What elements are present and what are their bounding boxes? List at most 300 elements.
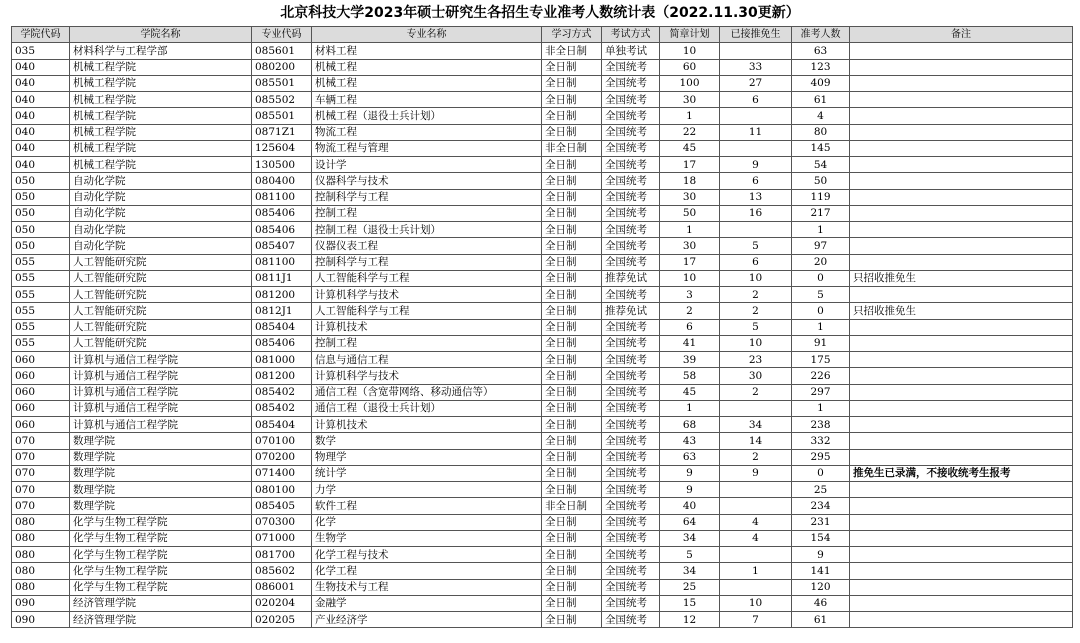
cell-college-name: 机械工程学院	[70, 124, 252, 140]
cell-accepted	[720, 547, 792, 563]
cell-admitted: 295	[792, 449, 850, 465]
col-header-study-mode: 学习方式	[542, 27, 602, 43]
cell-admitted: 1	[792, 319, 850, 335]
cell-major-code: 085406	[252, 335, 312, 351]
cell-note	[850, 368, 1073, 384]
cell-plan: 41	[660, 335, 720, 351]
cell-study-mode: 全日制	[542, 108, 602, 124]
cell-college-code: 040	[12, 92, 70, 108]
cell-accepted: 27	[720, 75, 792, 91]
cell-college-code: 055	[12, 303, 70, 319]
cell-accepted: 9	[720, 465, 792, 481]
cell-note	[850, 59, 1073, 75]
cell-major-code: 081100	[252, 254, 312, 270]
cell-note: 推免生已录满，不接收统考生报考	[850, 465, 1073, 481]
cell-college-name: 经济管理学院	[70, 595, 252, 611]
cell-college-code: 040	[12, 75, 70, 91]
cell-exam-mode: 全国统考	[602, 75, 660, 91]
cell-note	[850, 205, 1073, 221]
cell-admitted: 175	[792, 352, 850, 368]
cell-college-code: 060	[12, 417, 70, 433]
cell-major-code: 085402	[252, 384, 312, 400]
cell-major-name: 车辆工程	[312, 92, 542, 108]
cell-study-mode: 全日制	[542, 595, 602, 611]
cell-exam-mode: 全国统考	[602, 189, 660, 205]
cell-admitted: 238	[792, 417, 850, 433]
cell-major-name: 软件工程	[312, 498, 542, 514]
cell-admitted: 145	[792, 140, 850, 156]
cell-college-code: 080	[12, 547, 70, 563]
cell-major-name: 通信工程（退役士兵计划）	[312, 400, 542, 416]
cell-college-code: 070	[12, 465, 70, 481]
cell-admitted: 217	[792, 205, 850, 221]
cell-college-name: 化学与生物工程学院	[70, 547, 252, 563]
cell-exam-mode: 全国统考	[602, 530, 660, 546]
cell-accepted: 16	[720, 205, 792, 221]
cell-note	[850, 563, 1073, 579]
cell-admitted: 0	[792, 303, 850, 319]
cell-study-mode: 全日制	[542, 287, 602, 303]
cell-college-code: 050	[12, 238, 70, 254]
cell-accepted: 2	[720, 384, 792, 400]
cell-major-code: 0811J1	[252, 270, 312, 286]
cell-admitted: 54	[792, 157, 850, 173]
cell-exam-mode: 全国统考	[602, 579, 660, 595]
cell-college-code: 050	[12, 173, 70, 189]
cell-college-name: 计算机与通信工程学院	[70, 384, 252, 400]
cell-exam-mode: 全国统考	[602, 287, 660, 303]
cell-plan: 1	[660, 108, 720, 124]
cell-plan: 50	[660, 205, 720, 221]
cell-accepted: 30	[720, 368, 792, 384]
cell-exam-mode: 全国统考	[602, 612, 660, 628]
cell-college-code: 070	[12, 449, 70, 465]
cell-note	[850, 384, 1073, 400]
cell-study-mode: 全日制	[542, 482, 602, 498]
cell-major-code: 085501	[252, 75, 312, 91]
cell-accepted: 34	[720, 417, 792, 433]
table-row	[12, 352, 1073, 368]
cell-plan: 63	[660, 449, 720, 465]
cell-accepted	[720, 108, 792, 124]
cell-note	[850, 287, 1073, 303]
table-row	[12, 530, 1073, 546]
cell-exam-mode: 全国统考	[602, 205, 660, 221]
cell-major-code: 085602	[252, 563, 312, 579]
cell-plan: 39	[660, 352, 720, 368]
cell-exam-mode: 全国统考	[602, 514, 660, 530]
cell-study-mode: 全日制	[542, 173, 602, 189]
table-row	[12, 140, 1073, 156]
cell-exam-mode: 单独考试	[602, 43, 660, 59]
cell-plan: 9	[660, 482, 720, 498]
cell-college-name: 人工智能研究院	[70, 254, 252, 270]
cell-study-mode: 全日制	[542, 335, 602, 351]
cell-major-name: 机械工程（退役士兵计划）	[312, 108, 542, 124]
cell-major-name: 力学	[312, 482, 542, 498]
cell-college-code: 035	[12, 43, 70, 59]
cell-note	[850, 595, 1073, 611]
cell-note	[850, 108, 1073, 124]
cell-major-code: 070100	[252, 433, 312, 449]
cell-study-mode: 全日制	[542, 417, 602, 433]
cell-admitted: 231	[792, 514, 850, 530]
cell-note	[850, 319, 1073, 335]
cell-college-code: 090	[12, 612, 70, 628]
cell-admitted: 25	[792, 482, 850, 498]
cell-major-code: 071400	[252, 465, 312, 481]
cell-admitted: 61	[792, 612, 850, 628]
cell-exam-mode: 全国统考	[602, 449, 660, 465]
cell-accepted: 10	[720, 270, 792, 286]
cell-exam-mode: 全国统考	[602, 368, 660, 384]
cell-exam-mode: 全国统考	[602, 157, 660, 173]
cell-admitted: 20	[792, 254, 850, 270]
table-row	[12, 43, 1073, 59]
cell-college-code: 070	[12, 433, 70, 449]
cell-college-name: 化学与生物工程学院	[70, 563, 252, 579]
table-row	[12, 547, 1073, 563]
cell-major-name: 金融学	[312, 595, 542, 611]
cell-admitted: 332	[792, 433, 850, 449]
cell-note	[850, 530, 1073, 546]
cell-college-name: 人工智能研究院	[70, 303, 252, 319]
cell-major-name: 化学工程与技术	[312, 547, 542, 563]
cell-major-name: 通信工程（含宽带网络、移动通信等）	[312, 384, 542, 400]
cell-exam-mode: 全国统考	[602, 433, 660, 449]
cell-major-name: 数学	[312, 433, 542, 449]
cell-college-code: 055	[12, 319, 70, 335]
cell-major-code: 081100	[252, 189, 312, 205]
cell-major-code: 085407	[252, 238, 312, 254]
cell-admitted: 4	[792, 108, 850, 124]
table-row	[12, 303, 1073, 319]
cell-exam-mode: 全国统考	[602, 92, 660, 108]
cell-admitted: 91	[792, 335, 850, 351]
cell-study-mode: 全日制	[542, 400, 602, 416]
table-row	[12, 400, 1073, 416]
cell-plan: 2	[660, 303, 720, 319]
cell-major-name: 计算机科学与技术	[312, 287, 542, 303]
cell-college-name: 机械工程学院	[70, 59, 252, 75]
cell-plan: 58	[660, 368, 720, 384]
cell-plan: 9	[660, 465, 720, 481]
table-row	[12, 222, 1073, 238]
cell-college-code: 070	[12, 498, 70, 514]
cell-study-mode: 全日制	[542, 157, 602, 173]
cell-study-mode: 全日制	[542, 368, 602, 384]
cell-major-name: 化学工程	[312, 563, 542, 579]
cell-major-name: 材料工程	[312, 43, 542, 59]
cell-exam-mode: 全国统考	[602, 352, 660, 368]
cell-exam-mode: 推荐免试	[602, 303, 660, 319]
table-row	[12, 595, 1073, 611]
table-row	[12, 238, 1073, 254]
cell-accepted: 5	[720, 319, 792, 335]
cell-major-name: 机械工程	[312, 75, 542, 91]
table-row	[12, 59, 1073, 75]
cell-major-code: 085405	[252, 498, 312, 514]
cell-plan: 45	[660, 384, 720, 400]
cell-accepted: 10	[720, 595, 792, 611]
cell-study-mode: 全日制	[542, 270, 602, 286]
cell-college-code: 050	[12, 222, 70, 238]
cell-plan: 5	[660, 547, 720, 563]
table-row	[12, 254, 1073, 270]
cell-college-code: 060	[12, 400, 70, 416]
table-row	[12, 498, 1073, 514]
cell-major-name: 计算机科学与技术	[312, 368, 542, 384]
cell-college-code: 080	[12, 530, 70, 546]
cell-study-mode: 全日制	[542, 75, 602, 91]
cell-major-name: 计算机技术	[312, 417, 542, 433]
cell-major-name: 统计学	[312, 465, 542, 481]
cell-exam-mode: 全国统考	[602, 465, 660, 481]
cell-exam-mode: 全国统考	[602, 498, 660, 514]
cell-exam-mode: 全国统考	[602, 124, 660, 140]
cell-major-code: 0871Z1	[252, 124, 312, 140]
cell-study-mode: 全日制	[542, 222, 602, 238]
cell-college-name: 人工智能研究院	[70, 270, 252, 286]
cell-college-code: 080	[12, 514, 70, 530]
cell-study-mode: 全日制	[542, 547, 602, 563]
cell-admitted: 409	[792, 75, 850, 91]
table-row	[12, 205, 1073, 221]
cell-college-name: 自动化学院	[70, 173, 252, 189]
cell-exam-mode: 全国统考	[602, 319, 660, 335]
cell-major-code: 080100	[252, 482, 312, 498]
cell-major-code: 020204	[252, 595, 312, 611]
cell-major-code: 081200	[252, 287, 312, 303]
cell-college-code: 090	[12, 595, 70, 611]
cell-accepted: 14	[720, 433, 792, 449]
table-row	[12, 270, 1073, 286]
cell-accepted: 33	[720, 59, 792, 75]
cell-study-mode: 全日制	[542, 612, 602, 628]
cell-note	[850, 449, 1073, 465]
cell-plan: 34	[660, 530, 720, 546]
cell-accepted	[720, 43, 792, 59]
cell-major-code: 071000	[252, 530, 312, 546]
cell-major-code: 085406	[252, 222, 312, 238]
cell-exam-mode: 全国统考	[602, 595, 660, 611]
cell-plan: 45	[660, 140, 720, 156]
cell-major-code: 085404	[252, 319, 312, 335]
cell-accepted: 2	[720, 449, 792, 465]
cell-plan: 1	[660, 400, 720, 416]
cell-accepted: 10	[720, 335, 792, 351]
cell-college-code: 040	[12, 157, 70, 173]
cell-exam-mode: 推荐免试	[602, 270, 660, 286]
table-row	[12, 173, 1073, 189]
cell-plan: 10	[660, 270, 720, 286]
table-body	[12, 43, 1073, 628]
cell-admitted: 141	[792, 563, 850, 579]
cell-college-code: 080	[12, 563, 70, 579]
cell-major-name: 物流工程与管理	[312, 140, 542, 156]
cell-note	[850, 433, 1073, 449]
cell-note	[850, 498, 1073, 514]
cell-plan: 40	[660, 498, 720, 514]
cell-college-code: 060	[12, 352, 70, 368]
cell-accepted: 5	[720, 238, 792, 254]
cell-accepted: 23	[720, 352, 792, 368]
cell-college-code: 055	[12, 287, 70, 303]
cell-exam-mode: 全国统考	[602, 140, 660, 156]
cell-exam-mode: 全国统考	[602, 173, 660, 189]
cell-note	[850, 222, 1073, 238]
cell-major-name: 设计学	[312, 157, 542, 173]
cell-plan: 30	[660, 189, 720, 205]
cell-college-name: 经济管理学院	[70, 612, 252, 628]
cell-study-mode: 全日制	[542, 205, 602, 221]
cell-note	[850, 254, 1073, 270]
cell-study-mode: 全日制	[542, 124, 602, 140]
cell-exam-mode: 全国统考	[602, 254, 660, 270]
col-header-major-name: 专业名称	[312, 27, 542, 43]
table-row	[12, 433, 1073, 449]
cell-admitted: 1	[792, 222, 850, 238]
cell-college-name: 数理学院	[70, 433, 252, 449]
cell-study-mode: 全日制	[542, 59, 602, 75]
cell-college-code: 040	[12, 59, 70, 75]
table-row	[12, 92, 1073, 108]
cell-major-name: 控制工程	[312, 205, 542, 221]
table-row	[12, 75, 1073, 91]
cell-college-code: 050	[12, 189, 70, 205]
col-header-plan: 简章计划	[660, 27, 720, 43]
cell-major-code: 080200	[252, 59, 312, 75]
table-row	[12, 368, 1073, 384]
cell-college-name: 数理学院	[70, 465, 252, 481]
cell-study-mode: 全日制	[542, 92, 602, 108]
cell-major-name: 生物学	[312, 530, 542, 546]
cell-college-name: 计算机与通信工程学院	[70, 352, 252, 368]
cell-college-code: 040	[12, 140, 70, 156]
cell-major-name: 控制工程	[312, 335, 542, 351]
col-header-admitted: 准考人数	[792, 27, 850, 43]
header-row	[12, 27, 1073, 43]
cell-major-name: 物流工程	[312, 124, 542, 140]
cell-college-name: 材料科学与工程学部	[70, 43, 252, 59]
cell-college-name: 化学与生物工程学院	[70, 514, 252, 530]
cell-study-mode: 全日制	[542, 449, 602, 465]
cell-admitted: 5	[792, 287, 850, 303]
cell-accepted	[720, 140, 792, 156]
col-header-major-code: 专业代码	[252, 27, 312, 43]
table-row	[12, 514, 1073, 530]
cell-major-code: 0812J1	[252, 303, 312, 319]
cell-exam-mode: 全国统考	[602, 238, 660, 254]
cell-study-mode: 全日制	[542, 530, 602, 546]
cell-admitted: 297	[792, 384, 850, 400]
cell-major-code: 085601	[252, 43, 312, 59]
table-row	[12, 157, 1073, 173]
cell-college-code: 055	[12, 254, 70, 270]
cell-college-name: 机械工程学院	[70, 140, 252, 156]
cell-college-name: 化学与生物工程学院	[70, 579, 252, 595]
cell-exam-mode: 全国统考	[602, 108, 660, 124]
cell-admitted: 1	[792, 400, 850, 416]
cell-college-name: 数理学院	[70, 449, 252, 465]
cell-note	[850, 173, 1073, 189]
cell-exam-mode: 全国统考	[602, 482, 660, 498]
cell-admitted: 226	[792, 368, 850, 384]
cell-major-code: 070300	[252, 514, 312, 530]
cell-college-code: 070	[12, 482, 70, 498]
cell-major-name: 仪器仪表工程	[312, 238, 542, 254]
cell-note	[850, 514, 1073, 530]
cell-college-name: 计算机与通信工程学院	[70, 400, 252, 416]
cell-study-mode: 非全日制	[542, 498, 602, 514]
cell-accepted: 6	[720, 254, 792, 270]
cell-admitted: 50	[792, 173, 850, 189]
cell-note	[850, 157, 1073, 173]
cell-note	[850, 75, 1073, 91]
cell-plan: 68	[660, 417, 720, 433]
cell-major-code: 085404	[252, 417, 312, 433]
cell-major-code: 070200	[252, 449, 312, 465]
cell-major-code: 125604	[252, 140, 312, 156]
cell-major-name: 物理学	[312, 449, 542, 465]
cell-plan: 18	[660, 173, 720, 189]
cell-plan: 64	[660, 514, 720, 530]
cell-note	[850, 335, 1073, 351]
table-row	[12, 417, 1073, 433]
cell-plan: 34	[660, 563, 720, 579]
cell-major-name: 化学	[312, 514, 542, 530]
cell-plan: 100	[660, 75, 720, 91]
cell-major-code: 081000	[252, 352, 312, 368]
cell-major-name: 控制科学与工程	[312, 254, 542, 270]
cell-admitted: 123	[792, 59, 850, 75]
cell-college-name: 机械工程学院	[70, 157, 252, 173]
cell-major-name: 人工智能科学与工程	[312, 303, 542, 319]
cell-major-name: 计算机技术	[312, 319, 542, 335]
cell-major-code: 085406	[252, 205, 312, 221]
cell-accepted: 6	[720, 92, 792, 108]
cell-note	[850, 400, 1073, 416]
cell-plan: 30	[660, 92, 720, 108]
cell-study-mode: 全日制	[542, 352, 602, 368]
cell-admitted: 154	[792, 530, 850, 546]
cell-plan: 12	[660, 612, 720, 628]
cell-study-mode: 非全日制	[542, 140, 602, 156]
cell-college-name: 自动化学院	[70, 189, 252, 205]
cell-admitted: 234	[792, 498, 850, 514]
cell-note	[850, 238, 1073, 254]
cell-major-code: 086001	[252, 579, 312, 595]
cell-study-mode: 全日制	[542, 189, 602, 205]
table-row	[12, 482, 1073, 498]
cell-study-mode: 全日制	[542, 514, 602, 530]
cell-college-code: 080	[12, 579, 70, 595]
cell-accepted: 4	[720, 514, 792, 530]
cell-college-name: 计算机与通信工程学院	[70, 417, 252, 433]
col-header-accepted: 已接推免生	[720, 27, 792, 43]
cell-college-name: 人工智能研究院	[70, 287, 252, 303]
cell-accepted	[720, 579, 792, 595]
cell-college-code: 060	[12, 368, 70, 384]
cell-exam-mode: 全国统考	[602, 547, 660, 563]
cell-admitted: 9	[792, 547, 850, 563]
cell-study-mode: 全日制	[542, 563, 602, 579]
cell-major-name: 信息与通信工程	[312, 352, 542, 368]
cell-college-name: 机械工程学院	[70, 108, 252, 124]
cell-note	[850, 417, 1073, 433]
cell-admitted: 119	[792, 189, 850, 205]
cell-accepted: 6	[720, 173, 792, 189]
